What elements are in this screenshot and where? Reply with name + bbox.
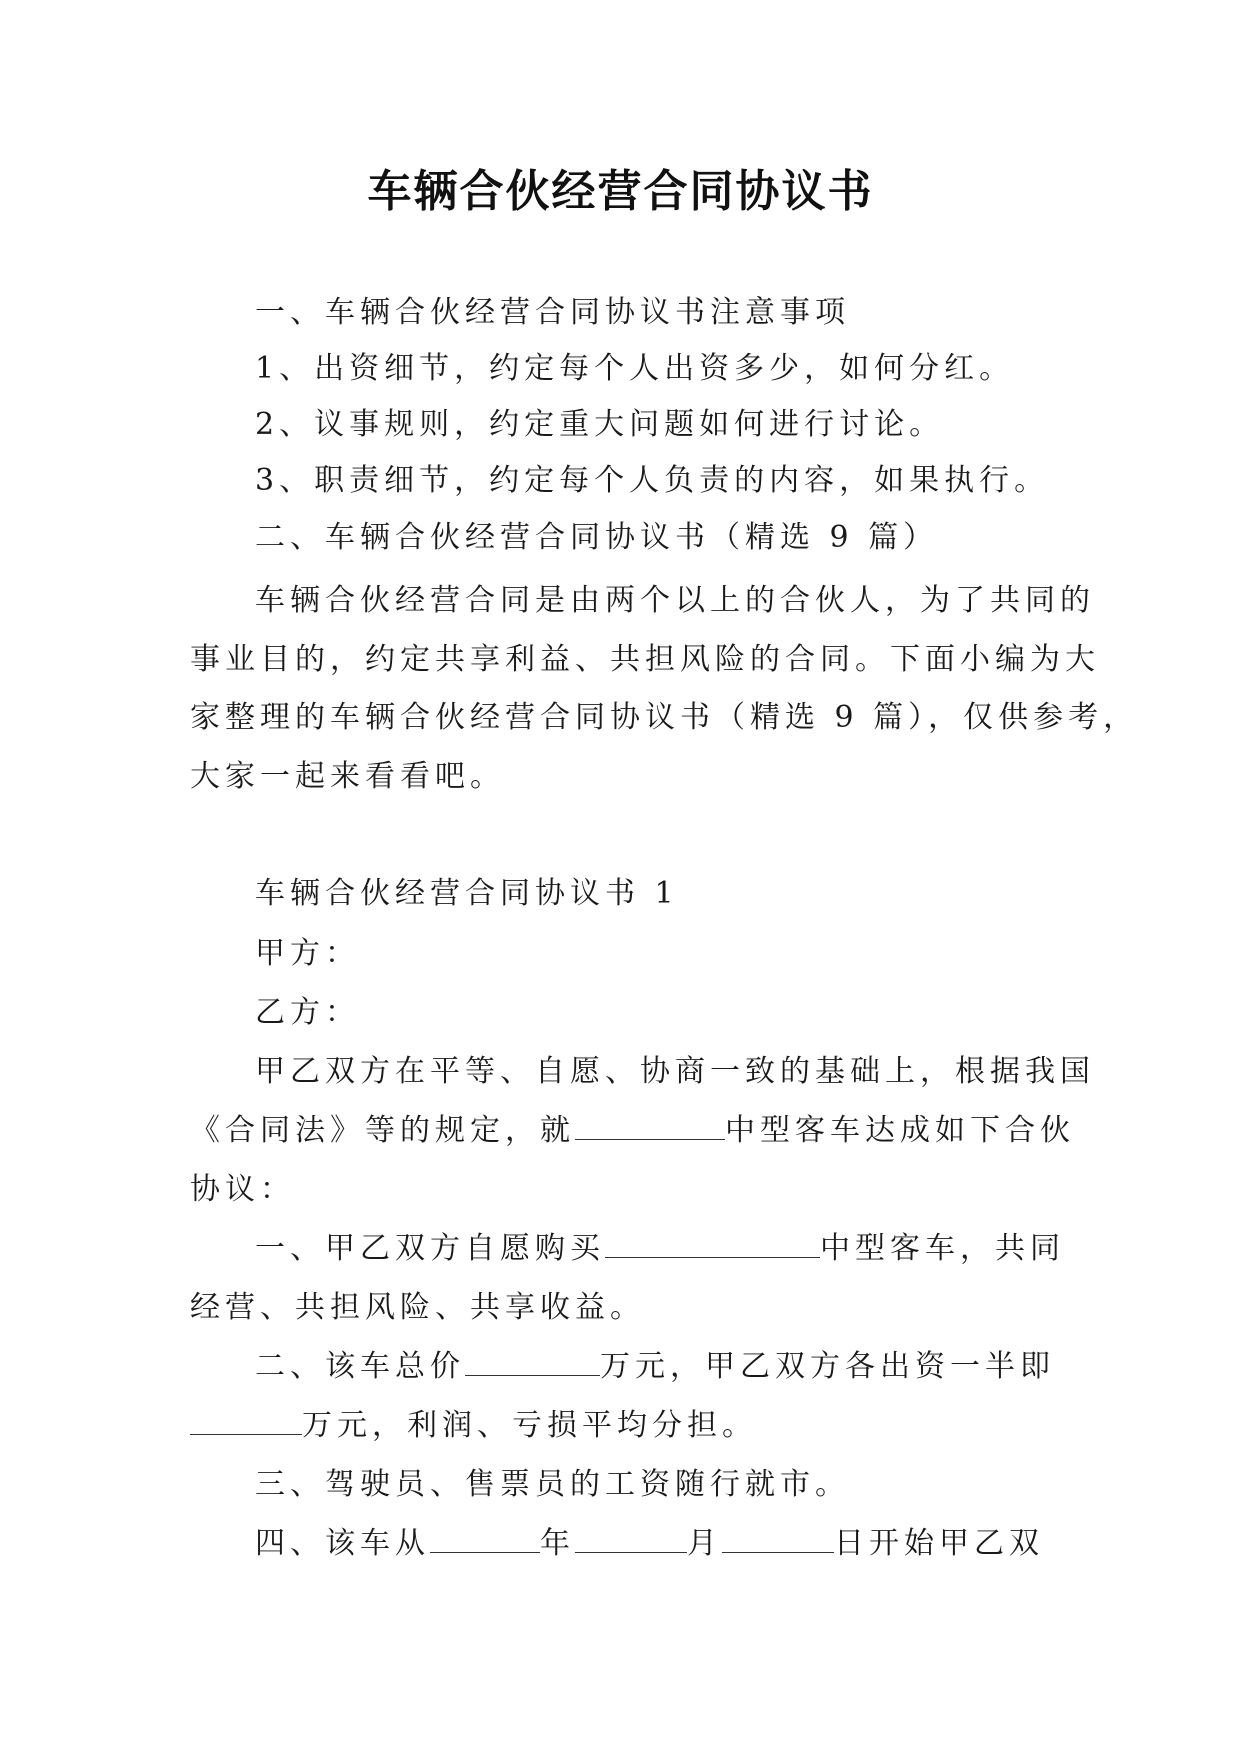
month-blank xyxy=(575,1526,687,1553)
preamble-text: 《合同法》等的规定，就 xyxy=(190,1113,575,1148)
intro-line: 事业目的，约定共享利益、共担风险的合同。下面小编为大 xyxy=(190,642,1100,677)
day-blank xyxy=(722,1526,834,1553)
intro-line: 车辆合伙经营合同是由两个以上的合伙人，为了共同的 xyxy=(255,583,1095,618)
share-blank xyxy=(190,1408,302,1435)
clause-3: 三、驾驶员、售票员的工资随行就市。 xyxy=(255,1467,850,1502)
clause-1-continued: 经营、共担风险、共享收益。 xyxy=(190,1290,645,1325)
notice-item: 3、职责细节，约定每个人负责的内容，如果执行。 xyxy=(255,463,1050,498)
preamble-text: 中型客车达成如下合伙 xyxy=(725,1113,1075,1148)
clause-text: 年 xyxy=(540,1526,575,1561)
party-a-label: 甲方： xyxy=(255,936,360,971)
clause-text: 二、该车总价 xyxy=(255,1349,465,1384)
clause-4 xyxy=(255,1524,1044,1564)
clause-text: 日开始甲乙双 xyxy=(834,1526,1044,1561)
clause-text: 四、该车从 xyxy=(255,1526,430,1561)
clause-2-continued xyxy=(190,1406,757,1446)
clause-2 xyxy=(255,1347,1055,1387)
vehicle-blank xyxy=(575,1113,725,1140)
preamble-line xyxy=(190,1111,1075,1151)
preamble-line: 甲乙双方在平等、自愿、协商一致的基础上，根据我国 xyxy=(255,1054,1095,1089)
intro-line: 大家一起来看看吧。 xyxy=(190,759,505,794)
intro-line: 家整理的车辆合伙经营合同协议书（精选 9 篇），仅供参考， xyxy=(190,700,1139,735)
document-title: 车辆合伙经营合同协议书 xyxy=(367,166,874,217)
notice-item: 1、出资细节，约定每个人出资多少，如何分红。 xyxy=(255,351,1015,386)
notice-item: 2、议事规则，约定重大问题如何进行讨论。 xyxy=(255,407,945,442)
year-blank xyxy=(430,1526,540,1553)
contract-subtitle: 车辆合伙经营合同协议书 1 xyxy=(255,876,679,911)
preamble-line: 协议： xyxy=(190,1172,295,1207)
price-blank xyxy=(465,1349,600,1376)
clause-text: 中型客车，共同 xyxy=(820,1231,1065,1266)
clause-text: 一、甲乙双方自愿购买 xyxy=(255,1231,605,1266)
notice-heading: 一、车辆合伙经营合同协议书注意事项 xyxy=(255,295,850,330)
clause-text: 月 xyxy=(687,1526,722,1561)
vehicle-blank xyxy=(605,1231,820,1258)
clause-text: 万元，甲乙双方各出资一半即 xyxy=(600,1349,1055,1384)
clause-1 xyxy=(255,1229,1065,1269)
party-b-label: 乙方： xyxy=(255,995,360,1030)
clause-text: 万元，利润、亏损平均分担。 xyxy=(302,1408,757,1443)
selection-heading: 二、车辆合伙经营合同协议书（精选 9 篇） xyxy=(255,520,939,555)
